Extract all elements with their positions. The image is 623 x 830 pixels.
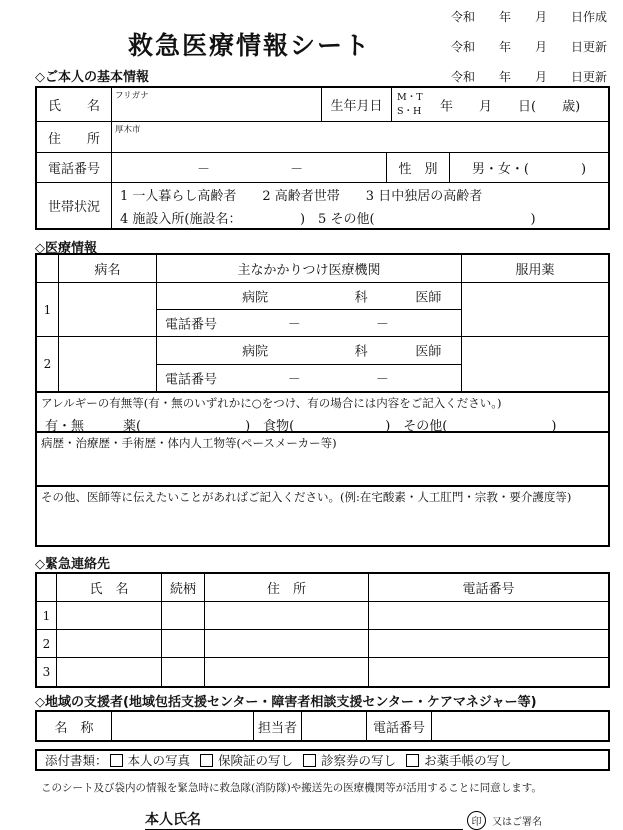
address-city-hint: 厚木市 bbox=[115, 125, 141, 135]
supporter-name-label: 名 称 bbox=[37, 712, 112, 740]
clinic-tel-subrow bbox=[157, 365, 461, 392]
contact-phone-input bbox=[369, 602, 608, 629]
form-title: 救急医療情報シート bbox=[128, 31, 372, 60]
contact-row-number: 1 bbox=[37, 602, 57, 629]
meds-col-header: 服用薬 bbox=[515, 263, 555, 278]
emergency-header-row bbox=[37, 574, 608, 602]
checkbox-icon bbox=[200, 754, 213, 767]
tel-dash-1: － bbox=[287, 317, 301, 333]
attachments-box bbox=[35, 749, 610, 771]
attachment-item: 保険証の写し bbox=[218, 753, 294, 768]
date-created-line: 令和 年 月 日作成 bbox=[450, 10, 607, 24]
phone-input-area bbox=[112, 153, 387, 182]
name-label: 氏 名 bbox=[37, 88, 112, 121]
household-label: 世帯状況 bbox=[37, 183, 112, 228]
contact-relation-header: 続柄 bbox=[162, 574, 205, 601]
medical-row-number: 1 bbox=[37, 283, 59, 336]
meds-input-area bbox=[462, 283, 608, 336]
contact-phone-header: 電話番号 bbox=[462, 582, 515, 597]
emergency-contacts-table bbox=[35, 572, 610, 688]
supporter-phone-input bbox=[432, 712, 608, 740]
allergy-box bbox=[35, 391, 610, 433]
contact-address-input bbox=[205, 630, 369, 657]
address-label: 住 所 bbox=[37, 122, 112, 152]
clinic-tel-subrow bbox=[157, 310, 461, 336]
contact-row-number: 2 bbox=[37, 630, 57, 657]
signature-line bbox=[145, 809, 463, 830]
supporter-row bbox=[37, 712, 608, 740]
medical-table bbox=[35, 253, 610, 393]
gender-options: 男・女・( ) bbox=[471, 162, 587, 177]
attachments-label: 添付書類： bbox=[45, 753, 108, 768]
clinic-area bbox=[157, 337, 462, 391]
section-emergency-title: ◇緊急連絡先 bbox=[35, 557, 110, 572]
contact-phone-input bbox=[369, 630, 608, 657]
furigana-hint: フリガナ bbox=[115, 91, 149, 101]
birthdate-area bbox=[392, 88, 608, 121]
tel-label: 電話番号 bbox=[165, 317, 218, 333]
signature-row bbox=[145, 809, 610, 830]
date-updated-line-2: 令和 年 月 日更新 bbox=[450, 70, 607, 84]
attachment-item: 診察券の写し bbox=[321, 753, 397, 768]
household-options bbox=[112, 183, 608, 228]
medical-row-number: 2 bbox=[37, 337, 59, 391]
section-basic-title: ◇ご本人の基本情報 bbox=[35, 70, 149, 85]
attachment-item: お薬手帳の写し bbox=[424, 753, 512, 768]
seal-icon: 印 bbox=[467, 811, 486, 830]
doctor-label: 医師 bbox=[415, 344, 442, 360]
phone-dash-1: － bbox=[196, 162, 210, 177]
other-notes-box: その他、医師等に伝えたいことがあればご記入ください。(例:在宅酸素・人工肛門・宗教・要介護度等) bbox=[35, 485, 610, 547]
consent-text: このシート及び袋内の情報を緊急時に救急隊(消防隊)や搬送先の医療機関等が活用することに同意します。 bbox=[41, 782, 542, 794]
attachment-item: 本人の写真 bbox=[127, 753, 191, 768]
tel-dash-2: － bbox=[375, 317, 389, 333]
disease-input-area bbox=[59, 283, 157, 336]
clinic-col-header: 主なかかりつけ医療機関 bbox=[157, 255, 462, 282]
medical-row-2 bbox=[37, 337, 608, 391]
supporter-staff-input bbox=[302, 712, 367, 740]
disease-col-header: 病名 bbox=[59, 255, 157, 282]
disease-input-area bbox=[59, 337, 157, 391]
allergy-instruction: アレルギーの有無等(有・無のいずれかに○をつけ、有の場合には内容をご記入ください。) bbox=[41, 396, 502, 410]
contact-name-input bbox=[57, 630, 162, 657]
section-supporter-title: ◇地域の支援者(地域包括支援センター・障害者相談支援センター・ケアマネジャー等) bbox=[35, 695, 537, 710]
household-options-line-2: 4 施設入所(施設名： ) 5 その他( ) bbox=[120, 211, 536, 227]
department-label: 科 bbox=[354, 290, 368, 306]
household-options-line-1: 1 一人暮らし高齢者 2 高齢者世帯 3 日中独居の高齢者 bbox=[120, 188, 483, 204]
clinic-area bbox=[157, 283, 462, 336]
supporter-staff-label: 担当者 bbox=[254, 712, 302, 740]
name-row bbox=[37, 88, 608, 122]
checkbox-icon bbox=[110, 754, 123, 767]
emergency-number-header bbox=[37, 574, 57, 601]
supporter-name-input bbox=[112, 712, 254, 740]
doctor-label: 医師 bbox=[415, 290, 442, 306]
contact-phone-input bbox=[369, 658, 608, 686]
basic-info-table bbox=[35, 86, 610, 230]
tel-label: 電話番号 bbox=[165, 372, 218, 388]
phone-label: 電話番号 bbox=[37, 153, 112, 182]
date-updated-line-1: 令和 年 月 日更新 bbox=[450, 40, 607, 54]
address-row bbox=[37, 122, 608, 153]
tel-dash-2: － bbox=[375, 372, 389, 388]
era-initials: M・T S・H bbox=[397, 92, 423, 118]
medical-number-header bbox=[37, 255, 59, 282]
contact-name-header: 氏 名 bbox=[57, 574, 162, 601]
contact-relation-input bbox=[162, 658, 205, 686]
department-label: 科 bbox=[354, 344, 368, 360]
contact-relation-input bbox=[162, 602, 205, 629]
signature-note: 又はご署名 bbox=[492, 817, 542, 828]
contact-row bbox=[37, 602, 608, 630]
signee-name-label: 本人氏名 bbox=[145, 812, 201, 828]
clinic-name-subrow bbox=[157, 337, 461, 365]
allergy-options: 有・無 薬( ) 食物( ) その他( ) bbox=[45, 419, 557, 434]
phone-dash-2: － bbox=[290, 162, 304, 177]
address-input-area bbox=[112, 122, 608, 152]
clinic-name-subrow bbox=[157, 283, 461, 310]
birthdate-blank: 年 月 日( 歳) bbox=[440, 99, 581, 114]
birthdate-label: 生年月日 bbox=[322, 88, 392, 121]
phone-row bbox=[37, 153, 608, 183]
household-row bbox=[37, 183, 608, 228]
gender-label: 性 別 bbox=[387, 153, 450, 182]
contact-address-header: 住 所 bbox=[205, 574, 369, 601]
medical-header-row bbox=[37, 255, 608, 283]
section-medical-title: ◇医療情報 bbox=[35, 241, 97, 256]
tel-dash-1: － bbox=[287, 372, 301, 388]
contact-row bbox=[37, 658, 608, 686]
name-input-area bbox=[112, 88, 322, 121]
medical-row-1 bbox=[37, 283, 608, 337]
checkbox-icon bbox=[406, 754, 419, 767]
contact-row bbox=[37, 630, 608, 658]
contact-address-input bbox=[205, 658, 369, 686]
contact-row-number: 3 bbox=[37, 658, 57, 686]
supporter-phone-label: 電話番号 bbox=[367, 712, 432, 740]
hospital-label: 病院 bbox=[242, 290, 269, 306]
contact-relation-input bbox=[162, 630, 205, 657]
contact-name-input bbox=[57, 658, 162, 686]
hospital-label: 病院 bbox=[242, 344, 269, 360]
meds-input-area bbox=[462, 337, 608, 391]
medical-history-box: 病歴・治療歴・手術歴・体内人工物等(ペースメーカー等) bbox=[35, 431, 610, 487]
contact-name-input bbox=[57, 602, 162, 629]
checkbox-icon bbox=[303, 754, 316, 767]
supporter-table bbox=[35, 710, 610, 742]
contact-address-input bbox=[205, 602, 369, 629]
